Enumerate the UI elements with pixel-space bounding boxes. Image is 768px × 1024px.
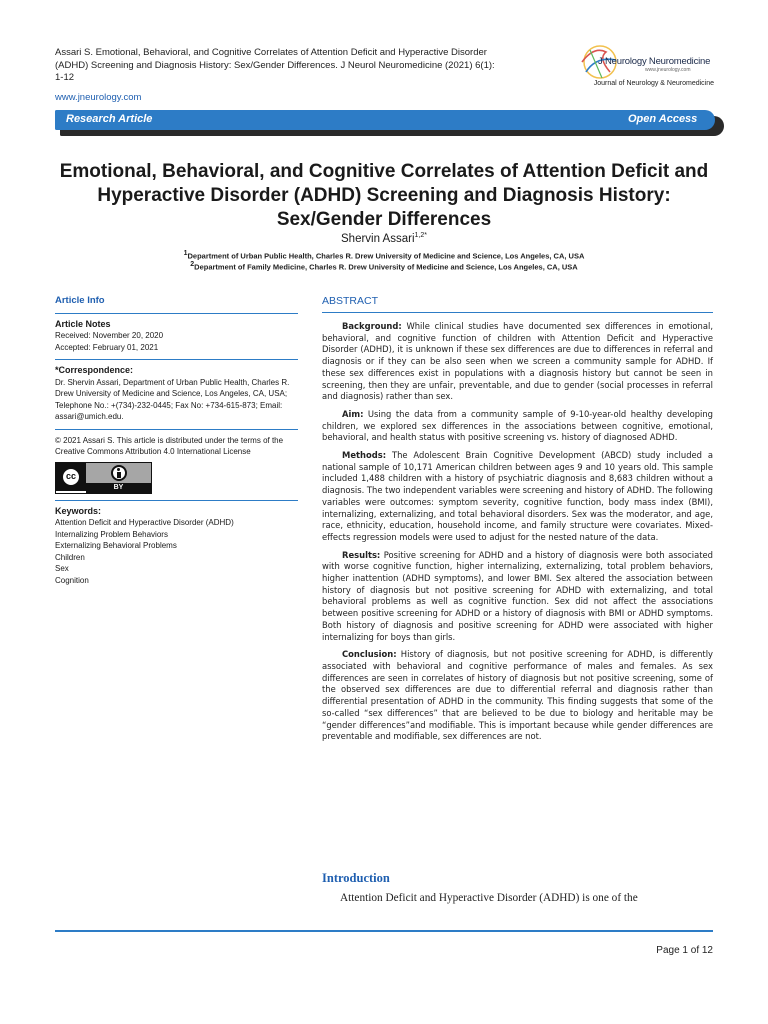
logo-title: J Neurology Neuromedicine xyxy=(598,56,711,67)
article-info-heading: Article Info xyxy=(55,295,298,314)
introduction-text: Attention Deficit and Hyperactive Disorder (ADHD) is one of the xyxy=(340,892,638,904)
logo-subtitle: www.jneurology.com xyxy=(645,67,691,73)
received-date: Received: November 20, 2020 xyxy=(55,331,164,340)
abstract-section xyxy=(322,295,713,749)
correspondence-section xyxy=(55,360,298,430)
abstract-heading: ABSTRACT xyxy=(322,295,713,313)
article-title: Emotional, Behavioral, and Cognitive Correlates of Attention Deficit and Hyperactive Disorder (ADHD) Screening and Diagnosis History: Sex/Gender Differences xyxy=(59,161,709,230)
conclusion-label: Conclusion: xyxy=(342,649,397,660)
affiliation-2-text: Department of Family Medicine, Charles R. Drew University of Medicine and Science, Los Angeles, CA, USA xyxy=(194,262,578,272)
correspondence-text: Dr. Shervin Assari, Department of Urban Public Health, Charles R. Drew University of Medicine and Science, Los Angeles, CA, USA; Telephone No.: +(734)-232-0445; Fax No: +734-615-873; Email: assari@umich.edu. xyxy=(55,377,290,421)
article-notes-section xyxy=(55,314,298,361)
affiliation-2 xyxy=(55,261,713,272)
affiliation-1-text: Department of Urban Public Health, Charles R. Drew University of Medicine and Science, Los Angeles, CA, USA xyxy=(187,251,585,261)
author-line xyxy=(55,232,713,245)
abstract-conclusion xyxy=(322,649,713,743)
cc-logo-icon xyxy=(56,463,86,491)
keyword-item: Attention Deficit and Hyperactive Disorder (ADHD) xyxy=(55,518,234,527)
aim-label: Aim: xyxy=(342,408,364,419)
keyword-item: Children xyxy=(55,552,85,562)
affiliation-2-sup: 2 xyxy=(190,261,195,268)
keyword-item: Sex xyxy=(55,564,69,573)
article-type-banner xyxy=(55,110,715,130)
journal-name: Journal of Neurology & Neuromedicine xyxy=(593,80,714,87)
author-name: Shervin Assari xyxy=(341,232,415,245)
accepted-date: Accepted: February 01, 2021 xyxy=(55,342,159,352)
abstract-background xyxy=(322,321,713,403)
research-article-label: Research Article xyxy=(66,113,153,125)
citation-text: Assari S. Emotional, Behavioral, and Cognitive Correlates of Attention Deficit and Hyperactive Disorder (ADHD) Screening and Diagnosis History: Sex/Gender Differences. J Neurol Neuromedicine (2021) 6(1): 1-12 xyxy=(55,47,495,83)
cc-letters: cc xyxy=(61,467,81,487)
results-label: Results: xyxy=(342,549,381,560)
background-text: While clinical studies have documented sex differences in emotional, behavioral, and cognitive function of children with Attention Deficit and Hyperactive Disorder (ADHD), it is unknown if these sex differences are due to differences in referral and diagnosis or if they can be also seen when we screen a community sample for ADHD. If these sex differences exist in populations with a diagnosis history but cannot be seen in screening, then they are unfair, preventable, and due to gender (social processes in referral and diagnosis) rather than sex. xyxy=(322,321,713,402)
license-text: © 2021 Assari S. This article is distributed under the terms of the Creative Commons Attribution 4.0 International License xyxy=(55,435,284,456)
keyword-item: Externalizing Behavioral Problems xyxy=(55,541,177,550)
background-label: Background: xyxy=(342,321,402,331)
article-info-sidebar xyxy=(55,295,298,592)
keyword-item: Internalizing Problem Behaviors xyxy=(55,529,168,539)
open-access-label: Open Access xyxy=(628,113,698,125)
journal-url-link[interactable]: www.jneurology.com xyxy=(55,92,142,103)
footer-divider xyxy=(55,930,713,932)
results-text: Positive screening for ADHD and a history of diagnosis were both associated with worse cognitive function, higher internalizing, externalizing, total problem behaviors, higher inattention (ADHD symptoms), and lower BMI. Sex altered the association between history of diagnosis but not positive screening for ADHD with externalizing, and total behavioral problems as well as cognitive function. Sex did not affect the associations between positive screening for ADHD or a history of diagnosis with BMI or ADHD symptoms. Both history of diagnosis and positive screening for ADHD were associated with higher internalizing for boys than girls. xyxy=(322,549,713,642)
abstract-results xyxy=(322,550,713,644)
cc-attribution-area xyxy=(86,463,151,493)
article-notes-label: Article Notes xyxy=(55,318,111,329)
license-section xyxy=(55,430,298,501)
keywords-label: Keywords: xyxy=(55,505,102,516)
author-superscript: 1,2* xyxy=(414,232,427,239)
abstract-aim xyxy=(322,409,713,444)
cc-by-text: BY xyxy=(86,483,151,493)
affiliation-1-sup: 1 xyxy=(183,250,188,257)
keywords-section xyxy=(55,501,298,593)
aim-text: Using the data from a community sample of 9-10-year-old healthy developing children, we explored sex differences in the associations between cognitive, emotional, behavioral, and health status with positive screening vs. history of diagnosed ADHD. xyxy=(322,408,713,443)
cc-by-license-badge[interactable] xyxy=(55,462,152,494)
cc-attribution-icon-area xyxy=(86,463,151,483)
introduction-heading: Introduction xyxy=(322,871,390,885)
methods-label: Methods: xyxy=(342,450,387,461)
correspondence-label: *Correspondence: xyxy=(55,365,134,375)
keyword-item: Cognition xyxy=(55,575,89,585)
conclusion-text: History of diagnosis, but not positive screening for ADHD, is differently associated with behavioral and cognitive performance of males and females. As sex differences are seen in correlates of history of diagnosis but not positive screening, some of the observed sex differences are due to differential referral and diagnosis rather than differential presentation of ADHD in the community. This finding suggests that some of the so-called “sex differences” that are believed to be due to biology and heritable may be “gender differences”and modifiable. This is important because while gender differences are preventable and modifiable, sex differences are not. xyxy=(322,649,713,742)
page-number: Page 1 of 12 xyxy=(656,945,713,956)
methods-text: The Adolescent Brain Cognitive Development (ABCD) study included a national sample of 10,171 American children between ages 9 and 10 years old. This sample included 1,488 children with a history of psychiatric diagnosis and 8,683 children without a diagnosis. The two independent variables were screening and history of ADHD. The following variables were outcomes: symptom severity, cognitive function, body mass index (BMI), internalizing, externalizing, and total behavioral disorders. Sex was the moderator, and age, race, ethnicity, education, household income, and family structure were covariates. Mixed-effects regression models were used to adjust for the nested nature of the data. xyxy=(322,450,713,542)
abstract-methods xyxy=(322,450,713,544)
attribution-person-icon xyxy=(111,465,127,481)
affiliation-1 xyxy=(55,250,713,261)
